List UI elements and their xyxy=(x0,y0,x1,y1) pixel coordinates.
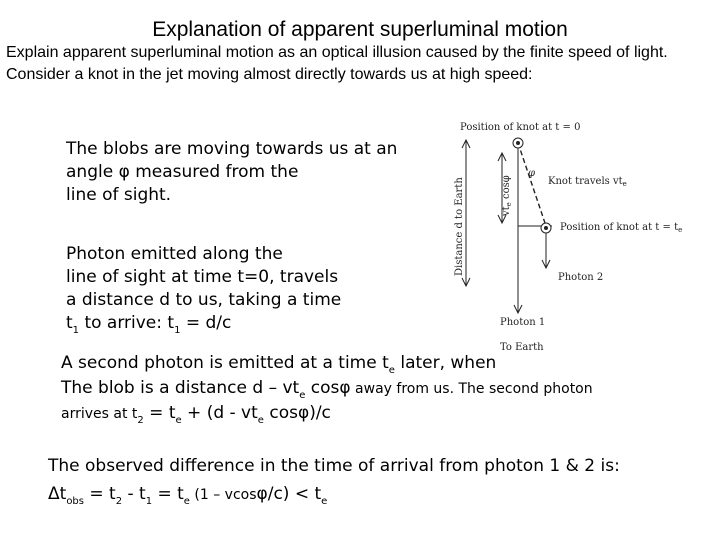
p3-l3e: )/c xyxy=(309,403,331,423)
vt-cos-label: $vt_e$ cosφ xyxy=(501,175,513,216)
p2-line4 xyxy=(66,312,446,337)
knot-t0-core xyxy=(516,141,520,145)
subscript: e xyxy=(388,365,395,376)
p4-d: (1 – vcos xyxy=(189,487,257,503)
p1-line3: line of sight. xyxy=(66,185,172,205)
p2-mid: to arrive: t xyxy=(79,313,175,333)
photon1-label: Photon 1 xyxy=(500,317,546,328)
p1-line2a: angle xyxy=(66,162,119,182)
t-symbol: t xyxy=(59,484,67,504)
knot-travels-label: Knot travels $vt_e$ xyxy=(548,176,627,188)
paragraph-blob-angle xyxy=(66,138,446,207)
phi-symbol: φ xyxy=(339,378,351,398)
p1-line1: The blobs are moving towards us at an xyxy=(66,139,398,159)
knot-te-core xyxy=(544,226,548,230)
p3-line3 xyxy=(61,402,701,427)
photon2-label: Photon 2 xyxy=(558,272,604,283)
p3-l1a: A second photon is emitted at a time t xyxy=(61,353,389,373)
phi-symbol: φ xyxy=(297,403,310,423)
subscript: e xyxy=(299,390,306,401)
p3-l3d: cos xyxy=(263,403,298,423)
p2-line2: line of sight at time t=0, travels xyxy=(66,267,339,287)
subscript: e xyxy=(183,496,190,507)
p3-l2d: The second photon xyxy=(458,381,593,397)
p3-l3b: = t xyxy=(143,403,176,423)
subscript: obs xyxy=(66,496,84,507)
phi-symbol: φ xyxy=(256,484,268,504)
p4-a: = t xyxy=(84,484,116,504)
paragraph-photon-one xyxy=(66,243,446,337)
p3-line2 xyxy=(61,377,701,402)
p4-b: - t xyxy=(122,484,146,504)
p3-l2a: The blob is a distance d – vt xyxy=(61,378,300,398)
p3-l2b: cos xyxy=(305,378,340,398)
p1-line2 xyxy=(66,161,446,184)
intro-text: Explain apparent superluminal motion as an optical illusion caused by the finite speed of light. Consider a knot in the jet moving almost directly towards us at high speed: xyxy=(6,44,668,83)
subscript: 2 xyxy=(115,496,123,507)
p4-line1: The observed difference in the time of arrival from photon 1 & 2 is: xyxy=(48,456,620,476)
t-symbol: t xyxy=(66,313,73,333)
page-title: Explanation of apparent superluminal motion xyxy=(152,18,568,41)
subscript: e xyxy=(257,415,264,426)
p2-line3: a distance d to us, taking a time xyxy=(66,290,342,310)
phi-label: φ xyxy=(528,168,536,179)
phi-symbol: φ xyxy=(118,162,130,182)
p4-c: = t xyxy=(152,484,184,504)
pos-t0-label: Position of knot at t = 0 xyxy=(460,122,581,133)
distance-label: Distance d to Earth xyxy=(454,177,465,276)
subscript: 2 xyxy=(137,415,144,426)
p4-e: /c) < t xyxy=(267,484,322,504)
paragraph-photon-two xyxy=(61,352,701,427)
subscript: 1 xyxy=(174,325,181,336)
paragraph-observed-difference xyxy=(48,455,708,508)
p3-l3c: + (d - vt xyxy=(181,403,258,423)
p1-line2b: measured from the xyxy=(129,162,299,182)
superluminal-diagram xyxy=(440,118,715,353)
p2-end: = d/c xyxy=(180,313,232,333)
pos-te-label: Position of knot at $t = t_e$ xyxy=(560,222,683,234)
subscript: e xyxy=(175,415,182,426)
subscript: e xyxy=(321,496,328,507)
subscript: 1 xyxy=(145,496,153,507)
subscript: 1 xyxy=(72,325,80,336)
p3-l1b: later, when xyxy=(394,353,497,373)
p2-line1: Photon emitted along the xyxy=(66,244,283,264)
to-earth-label: To Earth xyxy=(500,342,544,353)
delta-symbol: Δ xyxy=(48,484,60,504)
p4-formula xyxy=(48,483,708,508)
p3-l2c: away from us. xyxy=(350,381,459,397)
p3-line1 xyxy=(61,352,701,377)
knot-path xyxy=(518,143,546,226)
p3-l3a: arrives at t xyxy=(61,406,138,422)
